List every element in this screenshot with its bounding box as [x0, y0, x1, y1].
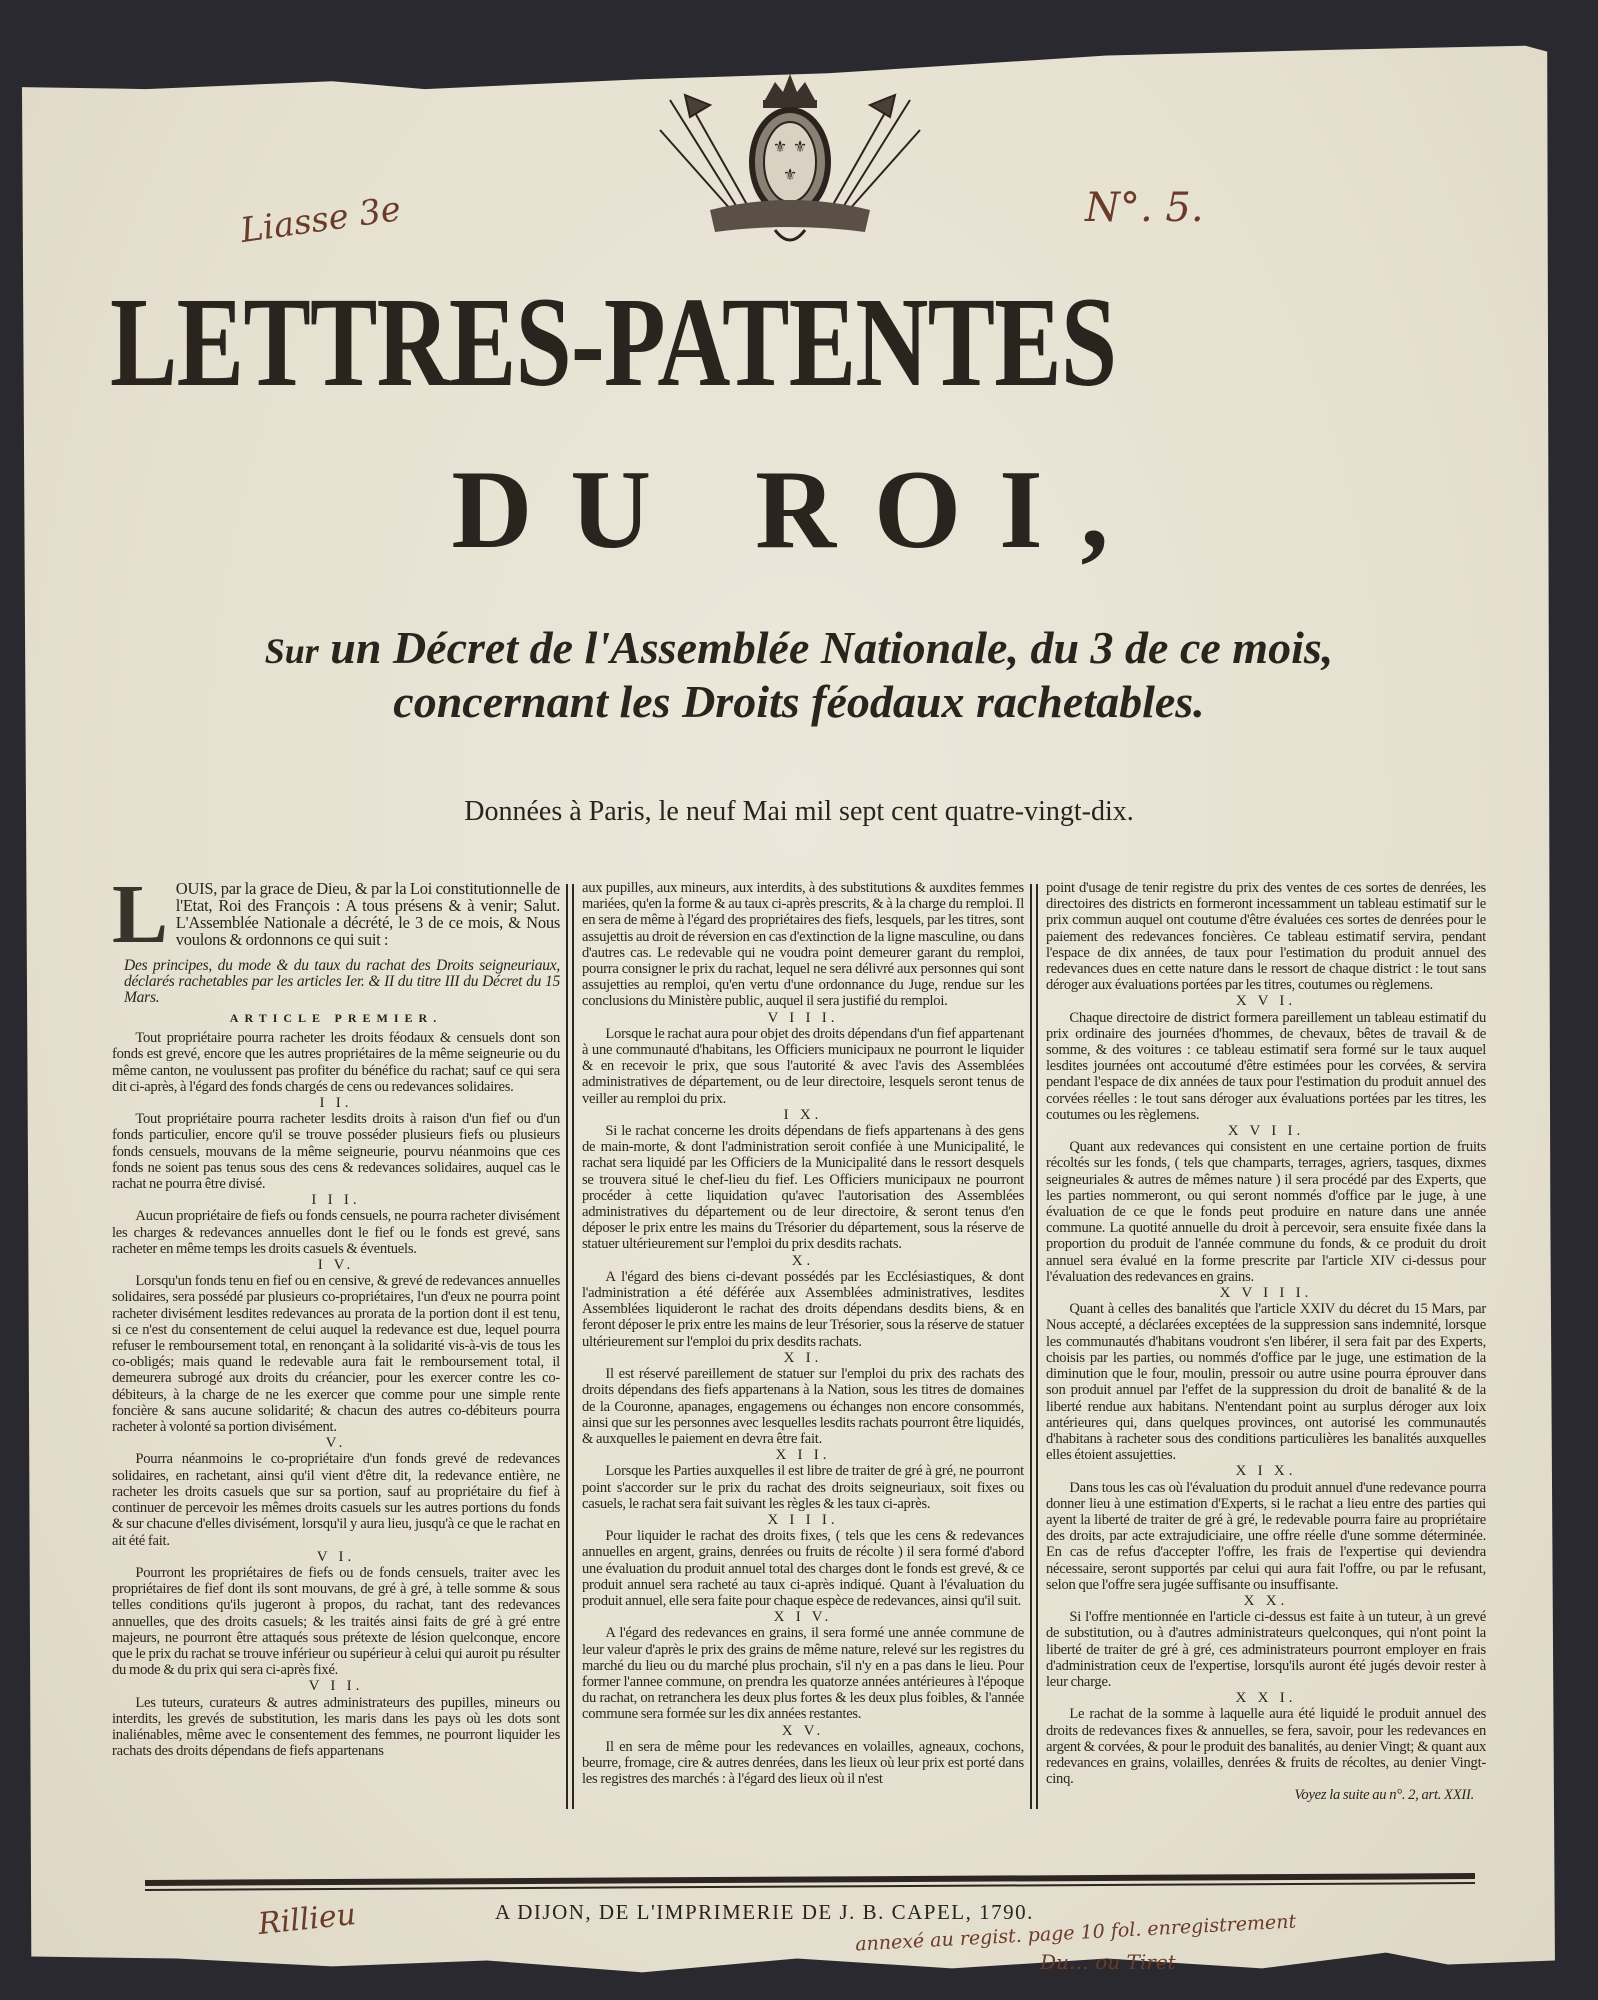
article-paragraph: Quant aux redevances qui consistent en une certaine portion de fruits récoltés sur les fonds, ( tels que champarts, terrages, agriers, tasques, dixmes seigneuriales & autres de mêmes nature ) il sera procédé par des Experts, que les parties nommeront, ou qui seront nommés d'office par le juge, à une évaluation de ce que le fonds peut produire en nature dans une année commune. La quotité annuelle du droit à percevoir, sera ensuite fixée dans la proportion du produit de l'année commune du fonds, & ce produit du droit annuel sera évalué en la forme prescrite par l'article XIV ci-dessus pour l'évaluation des redevances en grains. — [1046, 1139, 1486, 1285]
svg-text:⚜: ⚜ — [792, 137, 808, 156]
article-paragraph: point d'usage de tenir registre du prix des ventes de ces sortes de denrées, les directoires des districts en formeront incessamment un tableau estimatif sur le prix commun auquel ont coutume d'être évaluées ces sortes de denrées pour le paiement des redevances foncières. Ce tableau estimatif servira, pendant l'espace de dix années, de taux pour l'estimation du produit annuel des redevances dues en cette nature dans le ressort de chaque district : le tout sans déroger aux évaluations portées par les titres, coutumes ou règlemens. — [1046, 880, 1486, 994]
text-column-1 — [112, 868, 560, 1760]
royal-coat-of-arms-icon — [650, 70, 930, 250]
text-column-3 — [1046, 880, 1486, 1804]
preamble-text: OUIS, par la grace de Dieu, & par la Loi constitutionnelle de l'Etat, Roi des François : A tous présens & à venir; Salut. L'Assemblée Nationale a décrété, le 3 de ce mois, & Nous voulons & ordonnons ce qui suit : — [175, 879, 560, 949]
article-paragraph: Pourra néanmoins le co-propriétaire d'un fonds grevé de redevances solidaires, en rachetant, ainsi qu'il vient d'être dit, la redevance entière, ne racheter les droits casuels que sur sa portion, sauf au propriétaire du fief à continuer de percevoir les mêmes droits casuels sur les autres portions du fonds & sur chacune d'elles divisément, lorsqu'il y aura lieu, jusqu'à ce que le rachat en ait été fait. — [112, 1451, 560, 1549]
article-paragraph: Tout propriétaire pourra racheter lesdits droits à raison d'un fief ou d'un fonds particulier, encore qu'il se trouve posséder plusieurs fiefs ou plusieurs fonds censuels, mouvans de la même seigneurie, pourvu néanmoins que ces fonds ne soient pas tenus sous des cens & redevances solidaires, auquel cas le rachat ne pourra être divisé. — [112, 1111, 560, 1193]
signature: Rillieu — [256, 1896, 358, 1943]
drop-cap: L — [112, 868, 168, 961]
article-paragraph: Tout propriétaire pourra racheter les droits féodaux & censuels dont son fonds est grevé, encore que les autres propriétaires de la même seigneurie ou du même canton, ne voulussent pas profiter du bénéfice du rachat; sauf ce qui sera dit ci-après, à l'égard des fonds chargés de cens ou redevances solidaires. — [112, 1030, 560, 1095]
article-heading: X I V. — [773, 1609, 833, 1626]
article-paragraph: aux pupilles, aux mineurs, aux interdits, à des substitutions & auxdites femmes mariées, qu'en la forme & au taux ci-après prescrits, & à la charge du remploi. Il en sera de même à l'égard des propriétaires des fiefs, lesquels, par les titres, sont assujettis au droit de réversion en cas d'extinction de la ligne masculine, ou dans d'autres cas. Le redevable qui ne voudra point demeurer garant du remploi, pourra consigner le prix du rachat, lequel ne sera délivré aux personnes qui sont assujetties au remploi, qu'en vertu d'une ordonnance du Juge, rendue sur les conclusions du Ministère public, auquel il sera justifié du remploi. — [582, 880, 1024, 1010]
decree-smallcaps: Sur — [264, 631, 319, 671]
article-heading: X V. — [781, 1722, 825, 1739]
decree-line-2: concernant les Droits féodaux rachetables. — [393, 676, 1205, 727]
article-paragraph: Dans tous les cas où l'évaluation du produit annuel d'une redevance pourra donner lieu à une estimation d'Experts, si le rachat a lieu entre des parties qui ayent la liberté de traiter de gré à gré, le redevable pourra faire au propriétaire des droits, par acte extrajudiciaire, une offre réelle d'une somme déterminée. En cas de refus d'accepter l'offre, les frais de l'expertise qui deviendra nécessaire, seront supportés par celui qui aura fait l'offre, ou par le refusant, selon que l'offre sera jugée suffisante ou insuffisante. — [1046, 1479, 1486, 1593]
article-paragraph: Il en sera de même pour les redevances en volailles, agneaux, cochons, beurre, fromage, cire & autres denrées, dans les lieux où leur prix est porté dans les registres des marchés : à l'égard des lieux où il n'est — [582, 1738, 1024, 1788]
article-heading: V. — [325, 1435, 347, 1452]
registration-note: annexé au regist. page 10 fol. enregistrement — [854, 1910, 1297, 1956]
given-date-line: Données à Paris, le neuf Mai mil sept cent quatre-vingt-dix. — [464, 796, 1134, 827]
text-column-2 — [582, 880, 1024, 1787]
article-heading: X. — [791, 1252, 815, 1269]
article-heading: I I. — [319, 1095, 353, 1112]
article-heading: V I I. — [308, 1678, 364, 1695]
column-divider — [572, 884, 574, 1809]
article-heading: I I I. — [311, 1192, 361, 1209]
article-heading: X V I. — [1235, 993, 1297, 1010]
article-paragraph: A l'égard des biens ci-devant possédés par les Ecclésiastiques, & dont l'administration a été déférée aux Assemblées administratives, lesdites Assemblées liquideront le rachat des droits dépendans desdits biens, & en feront déposer le prix entre les mains de leur Trésorier, sous la réserve de statuer ultérieurement sur l'emploi du prix desdits rachats. — [582, 1268, 1024, 1350]
article-heading: X I I I. — [767, 1511, 839, 1528]
svg-text:⚜: ⚜ — [782, 165, 798, 184]
article-paragraph: Pour liquider le rachat des droits fixes, ( tels que les cens & redevances annuelles en argent, grains, denrées ou fruits de récolte ) il sera formé d'abord une évaluation du produit annuel total des charges dont le fonds est grevé, & ce produit annuel sera racheté au taux ci-après indiqué. Quant à l'évaluation du produit annuel, elle sera faite pour chaque espèce de redevances, ainsi qu'il suit. — [582, 1528, 1024, 1609]
document-subtitle: DU ROI, — [451, 448, 1147, 572]
column-divider — [1036, 884, 1038, 1809]
article-heading: X X I. — [1235, 1690, 1297, 1707]
article-heading: X V I I I. — [1219, 1285, 1313, 1302]
article-paragraph: Si l'offre mentionnée en l'article ci-dessus est faite à un tuteur, à un grevé de substitution, ou à d'autres administrateurs quelconques, qui n'ont point la liberté de traiter de gré à gré, ces administrateurs pourront employer en frais d'administration ceux de l'expertise, lorsqu'ils auront été jugés devoir rester à leur charge. — [1046, 1609, 1486, 1690]
article-heading: X X. — [1243, 1592, 1289, 1609]
article-heading: X I I. — [775, 1447, 831, 1464]
article-paragraph: Chaque directoire de district formera pareillement un tableau estimatif du prix ordinaire des journées d'hommes, de chevaux, bêtes de travail & de somme, & des voitures : ce tableau estimatif sera formé sur le taux auquel lesdites journées ont accoutumé d'être estimées pour les corvées, & servira pendant l'espace de dix années de taux pour l'estimation du produit annuel des corvées réelles : le tout sans déroger aux évaluations portées par les titres, les coutumes ou les règlemens. — [1046, 1009, 1486, 1123]
column-divider — [1030, 884, 1032, 1809]
svg-text:⚜: ⚜ — [772, 137, 788, 156]
article-paragraph: Lorsqu'un fonds tenu en fief ou en censive, & grevé de redevances annuelles solidaires, sera possédé par plusieurs co-propriétaires, l'un d'eux ne pourra point racheter divisément lesdites redevances au prorata de la portion dont il est tenu, si ce n'est du consentement de celui auquel la redevance est due, lequel pourra refuser le remboursement total, en renonçant à la solidarité vis-à-vis de tous les co-obligés; mais quand le redevable aura fait le remboursement total, il demeurera subrogé aux droits du créancier, pour les exercer contre les co-débiteurs, à la charge de ne les exercer que comme pour une simple rente foncière & sans aucune solidarité; & chacun des autres co-débiteurs pourra racheter à volonté sa portion divisément. — [112, 1273, 560, 1436]
printer-imprint: A DIJON, DE L'IMPRIMERIE DE J. B. CAPEL, 1790. — [495, 1900, 1034, 1924]
article-paragraph: Il est réservé pareillement de statuer sur l'emploi du prix des rachats des droits dépendans des fiefs appartenans à la Nation, sous les titres de domaines de la Couronne, apanages, engagemens ou échanges non encore consommés, ainsi que sur les personnes avec lesquelles lesdits rachats pourront être liquidés, & auxquelles le paiement en devra être fait. — [582, 1366, 1024, 1447]
handwritten-number-note: N°. 5. — [1085, 185, 1204, 231]
article-paragraph: Si le rachat concerne les droits dépendans de fiefs appartenans à des gens de main-morte, & dont l'administration seroit confiée à une Municipalité, le rachat sera liquidé par les Officiers de la Municipalité dans le ressort desquels se trouvera situé le chef-lieu du fief. Les Officiers municipaux ne pourront procéder à cette liquidation qu'avec l'autorisation des Assemblées administratives du département ou de leur directoire, & seront tenus d'en déposer le prix entre les mains du Trésorier du département, sous la réserve de statuer ultérieurement sur l'emploi du prix desdits rachats. — [582, 1123, 1024, 1253]
article-heading: V I. — [316, 1548, 356, 1565]
registration-signature: Du… ou Tiret — [1040, 1950, 1176, 1974]
document-title: LETTRES-PATENTES — [110, 271, 1117, 413]
article-heading: X V I I. — [1227, 1123, 1305, 1140]
preamble-paragraph — [112, 868, 560, 961]
article-heading: X I. — [783, 1349, 823, 1366]
section-title: Des principes, du mode & du taux du rachat des Droits seigneuriaux, déclarés rachetables par les articles Ier. & II du titre III du Décret du 15 Mars. — [124, 957, 560, 1006]
handwritten-bundle-note: Liasse 3e — [238, 188, 404, 252]
decree-line-1 — [0, 622, 1598, 677]
article-paragraph: Aucun propriétaire de fiefs ou fonds censuels, ne pourra racheter divisément les charges & redevances annuelles dont le fief ou le fonds est grevé, sans racheter en même temps les droits casuels & éventuels. — [112, 1208, 560, 1257]
article-paragraph: Quant à celles des banalités que l'article XXIV du décret du 15 Mars, par Nous accepté, a déclarées exceptées de la suppression sans indemnité, lorsque les communautés d'habitans voudront s'en libérer, il sera fait par des Experts, choisis par les parties, ou nommés d'office par le juge, une estimation de la diminution que le four, moulin, pressoir ou autre usine pourra éprouver dans son produit annuel par l'effet de la suppression du droit de banalité & de la liberté rendue aux habitans. N'entendant point au surplus déroger aux loix antérieures qui, dans quelques provinces, ont autorisé les communautés d'habitans à racheter sous des conditions particulières les banalités auxquelles elles étoient assujetties. — [1046, 1301, 1486, 1464]
article-paragraph: Lorsque le rachat aura pour objet des droits dépendans d'un fief appartenant à une communauté d'habitans, les Officiers municipaux ne pourront le liquider & en recevoir le prix, que sous l'autorité & avec l'avis des Assemblées administratives de département, ou de leur directoire, lesquels seront tenus de veiller au remploi du prix. — [582, 1025, 1024, 1107]
article-paragraph: Les tuteurs, curateurs & autres administrateurs des pupilles, mineurs ou interdits, les grevés de substitution, les maris dans les pays où les dots sont inaliénables, même avec le consentement des femmes, ne pourront liquider les rachats des droits dépendans de fiefs appartenans — [112, 1694, 560, 1760]
article-heading: ARTICLE PREMIER. — [229, 1011, 443, 1025]
article-heading: I V. — [317, 1257, 355, 1274]
article-paragraph: Lorsque les Parties auxquelles il est libre de traiter de gré à gré, ne pourront point s'accorder sur le prix du rachat des droits seigneuriaux, soit fixes ou casuels, le rachat sera fait suivant les règles & les taux ci-après. — [582, 1463, 1024, 1512]
article-heading: X I X. — [1235, 1463, 1297, 1480]
article-paragraph: A l'égard des redevances en grains, il sera formé une année commune de leur valeur d'après le prix des grains de même nature, relevé sur les registres du marché du lieu ou du marché plus prochain, s'il n'y en a pas dans le lieu. Pour former l'annee commune, on prendra les quatorze années antérieures à l'époque du rachat, on retranchera les deux plus fortes & les deux plus foibles, & l'année commune sera formée sur les dix années restantes. — [582, 1625, 1024, 1723]
decree-text: un Décret de l'Assemblée Nationale, du 3 de ce mois, — [330, 622, 1334, 673]
article-heading: I X. — [783, 1106, 823, 1123]
column-divider — [566, 884, 568, 1809]
article-paragraph: Le rachat de la somme à laquelle aura été liquidé le produit annuel des droits de redevances fixes & annuelles, se fera, savoir, pour les redevances en argent & corvées, & pour le produit des banalités, au denier Vingt; & quant aux redevances en grains, volailles, denrées & fruits de récoltes, au denier Vingt-cinq. — [1046, 1706, 1486, 1788]
article-heading: V I I I. — [767, 1009, 839, 1026]
continuation-note: Voyez la suite au n°. 2, art. XXII. — [1294, 1787, 1474, 1804]
article-paragraph: Pourront les propriétaires de fiefs ou de fonds censuels, traiter avec les propriétaires de fief dont ils sont mouvans, de gré à gré, à telle somme & sous telles conditions qu'ils jugeront à propos, du rachat, tant des redevances annuelles, que des droits casuels; & les traités ainsi faits de gré à gré entre majeurs, ne pourront être attaqués sous prétexte de lésion quelconque, encore que le prix du rachat se trouve inférieur ou supérieur à celui qui auroit pu résulter du mode & du prix qui sera ci-après fixé. — [112, 1564, 560, 1679]
